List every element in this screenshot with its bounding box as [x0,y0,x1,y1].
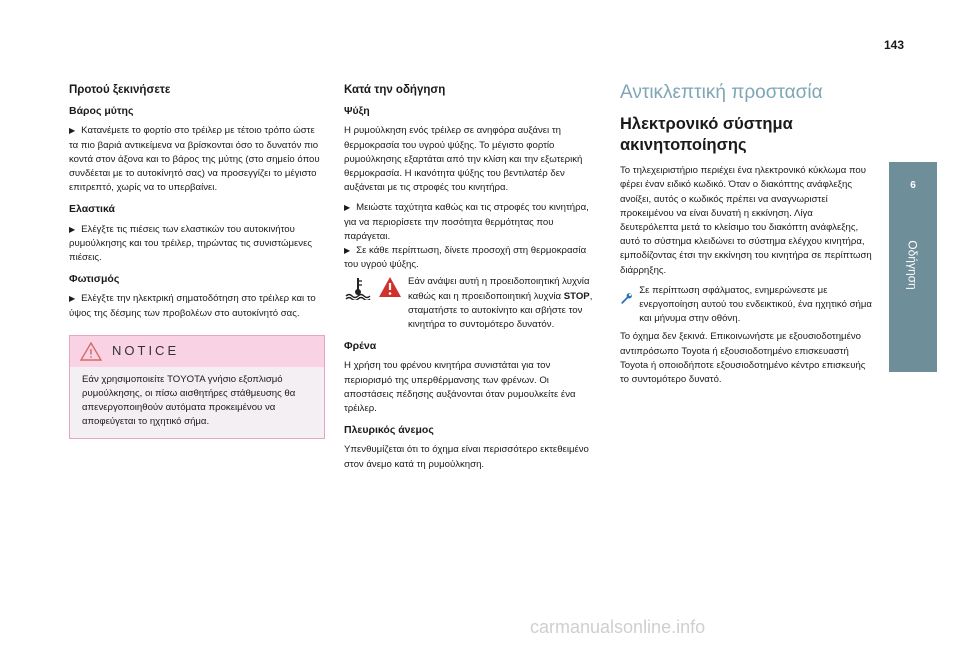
text-nose-weight: Κατανέμετε το φορτίο στο τρέιλερ με τέτοιο τρόπο ώστε τα πιο βαριά αντικείμενα να βρίσκονται όσο το δυνατόν πιο κοντά στον άξονα και το βάρος της μύτης (στο σημείο όπου συνδέεται με το αυτοκίνητό σας) να προσεγγίζει το μέγιστο επιτρεπτό, χωρίς να το υπερβαίνει. [69,125,320,194]
bullet-triangle-icon: ▶ [69,294,76,304]
text-warning-part-b: , σταματήστε το αυτοκίνητο και σβήστε τον κινητήρα το συντομότερο δυνατόν. [408,290,593,331]
heading-immobiliser: Ηλεκτρονικό σύστημα ακινητοποίησης [620,115,793,155]
text-immobiliser-intro: Το τηλεχειριστήριο περιέχει ένα ηλεκτρονικό κύκλωμα που φέρει έναν ειδικό κωδικό. Όταν ο διακόπτης ανάφλεξης ανοίξει, αυτός ο κωδικός πρέπει να αναγνωριστεί προκειμένου να είναι δυνατή η εκκίνηση. Λίγα δευτερόλεπτα μετά το κλείσιμο του διακόπτη ανάφλεξης, αυτό το σύστημα κλειδώνει το σύστημα ελέγχου κινητήρα, εμποδίζοντας έτσι την εκκίνηση του κινητήρα σε περίπτωση διάρρηξης. [620,165,872,276]
wrench-icon [620,284,633,312]
warning-lamps-row [344,275,600,332]
chapter-tab [889,162,937,372]
warning-icons [344,275,402,300]
heading-before-starting: Προτού ξεκινήσετε [69,84,171,96]
heading-while-driving: Κατά την οδήγηση [344,84,446,96]
section-title-anti-theft: Αντικλεπτική προστασία [620,82,823,103]
title-lighting: Φωτισμός [69,273,120,286]
text-warning-part-a: Εάν ανάψει αυτή η προειδοποιητική λυχνία καθώς και η προειδοποιητική λυχνία [408,276,590,302]
column-anti-theft [620,80,872,393]
text-fault-indicator: Σε περίπτωση σφάλματος, ενημερώνεστε με ενεργοποίηση αυτού του ενδεικτικού, ένα ηχητικό σήμα και μήνυμα στην οθόνη. [639,284,872,325]
chapter-label [889,220,937,310]
text-vehicle-wont-start: Το όχημα δεν ξεκινά. Επικοινωνήστε με εξουσιοδοτημένο αντιπρόσωπο Toyota ή εξουσιοδοτημένο επισκευαστή Toyota ή οποιοδήποτε εξουσιοδοτημένο κέντρο επισκευής το συντομότερο δυνατό. [620,331,866,386]
bullet-reduce-speed [344,201,600,244]
chapter-label-text: Οδήγηση [906,240,921,290]
bullet-triangle-icon: ▶ [69,126,76,136]
bullet-tyres [69,223,325,266]
page-number: 143 [884,38,905,52]
text-reduce-speed: Μειώστε ταχύτητα καθώς και τις στροφές του κινητήρα, για να περιορίσετε την ποσότητα θερμότητας που παράγεται. [344,202,589,242]
text-brakes: Η χρήση του φρένου κινητήρα συνιστάται για τον περιορισμό της υπερθέρμανσης των φρένων. Οι αποστάσεις πέδησης αυξάνονται όταν ρυμουλκείτε ένα τρέιλερ. [344,360,576,415]
stop-warning-icon [378,276,402,298]
bullet-lighting [69,292,325,320]
text-stop-bold: STOP [563,290,590,302]
text-watch-temperature: Σε κάθε περίπτωση, δίνετε προσοχή στη θερμοκρασία του υγρού ψύξης. [344,245,587,271]
notice-text: Εάν χρησιμοποιείτε TOYOTA γνήσιο εξοπλισμό ρυμούλκησης, οι πίσω αισθητήρες στάθμευσης θα απενεργοποιηθούν αυτόματα προκειμένου να αποφεύγεται το ηχητικό σήμα. [70,367,324,438]
column-while-driving [344,80,600,478]
text-warning-stop [408,275,600,332]
bullet-triangle-icon: ▶ [69,224,76,234]
watermark-footer: carmanualsonline.info [530,617,706,637]
notice-header [70,336,324,367]
bullet-triangle-icon: ▶ [344,246,351,256]
chapter-number: 6 [910,180,916,191]
text-cooling-intro: Η ρυμούλκηση ενός τρέιλερ σε ανηφόρα αυξάνει τη θερμοκρασία του υγρού ψύξης. Το μέγιστο φορτίο ρυμούλκησης εξαρτάται από την κλίση και την εξωτερική θερμοκρασία. Η ικανότητα ψύξης του βεντιλατέρ δεν αυξάνεται με τις στροφές του κινητήρα. [344,125,583,194]
title-brakes: Φρένα [344,340,377,353]
text-side-wind: Υπενθυμίζεται ότι το όχημα είναι περισσότερο εκτεθειμένο στον άνεμο κατά τη ρυμούλκηση. [344,444,589,470]
title-side-wind: Πλευρικός άνεμος [344,424,434,437]
bullet-nose-weight [69,124,325,195]
warning-triangle-icon [80,342,102,361]
title-nose-weight: Βάρος μύτης [69,105,134,118]
fault-indicator-row [620,284,872,327]
notice-title: NOTICE [112,343,180,359]
bullet-triangle-icon: ▶ [344,203,351,213]
title-tyres: Ελαστικά [69,203,115,216]
notice-box [69,335,325,439]
title-cooling: Ψύξη [344,105,370,118]
coolant-temperature-icon [344,276,372,300]
column-before-starting [69,80,325,439]
bullet-watch-temperature [344,244,600,272]
text-lighting: Ελέγξτε την ηλεκτρική σηματοδότηση στο τρέιλερ και το ύψος της δέσμης των προβολέων στο αυτοκίνητό σας. [69,293,316,319]
text-tyres: Ελέγξτε τις πιέσεις των ελαστικών του αυτοκινήτου ρυμούλκησης και του τρέιλερ, τηρώντας τις συνιστώμενες πιέσεις. [69,223,312,264]
